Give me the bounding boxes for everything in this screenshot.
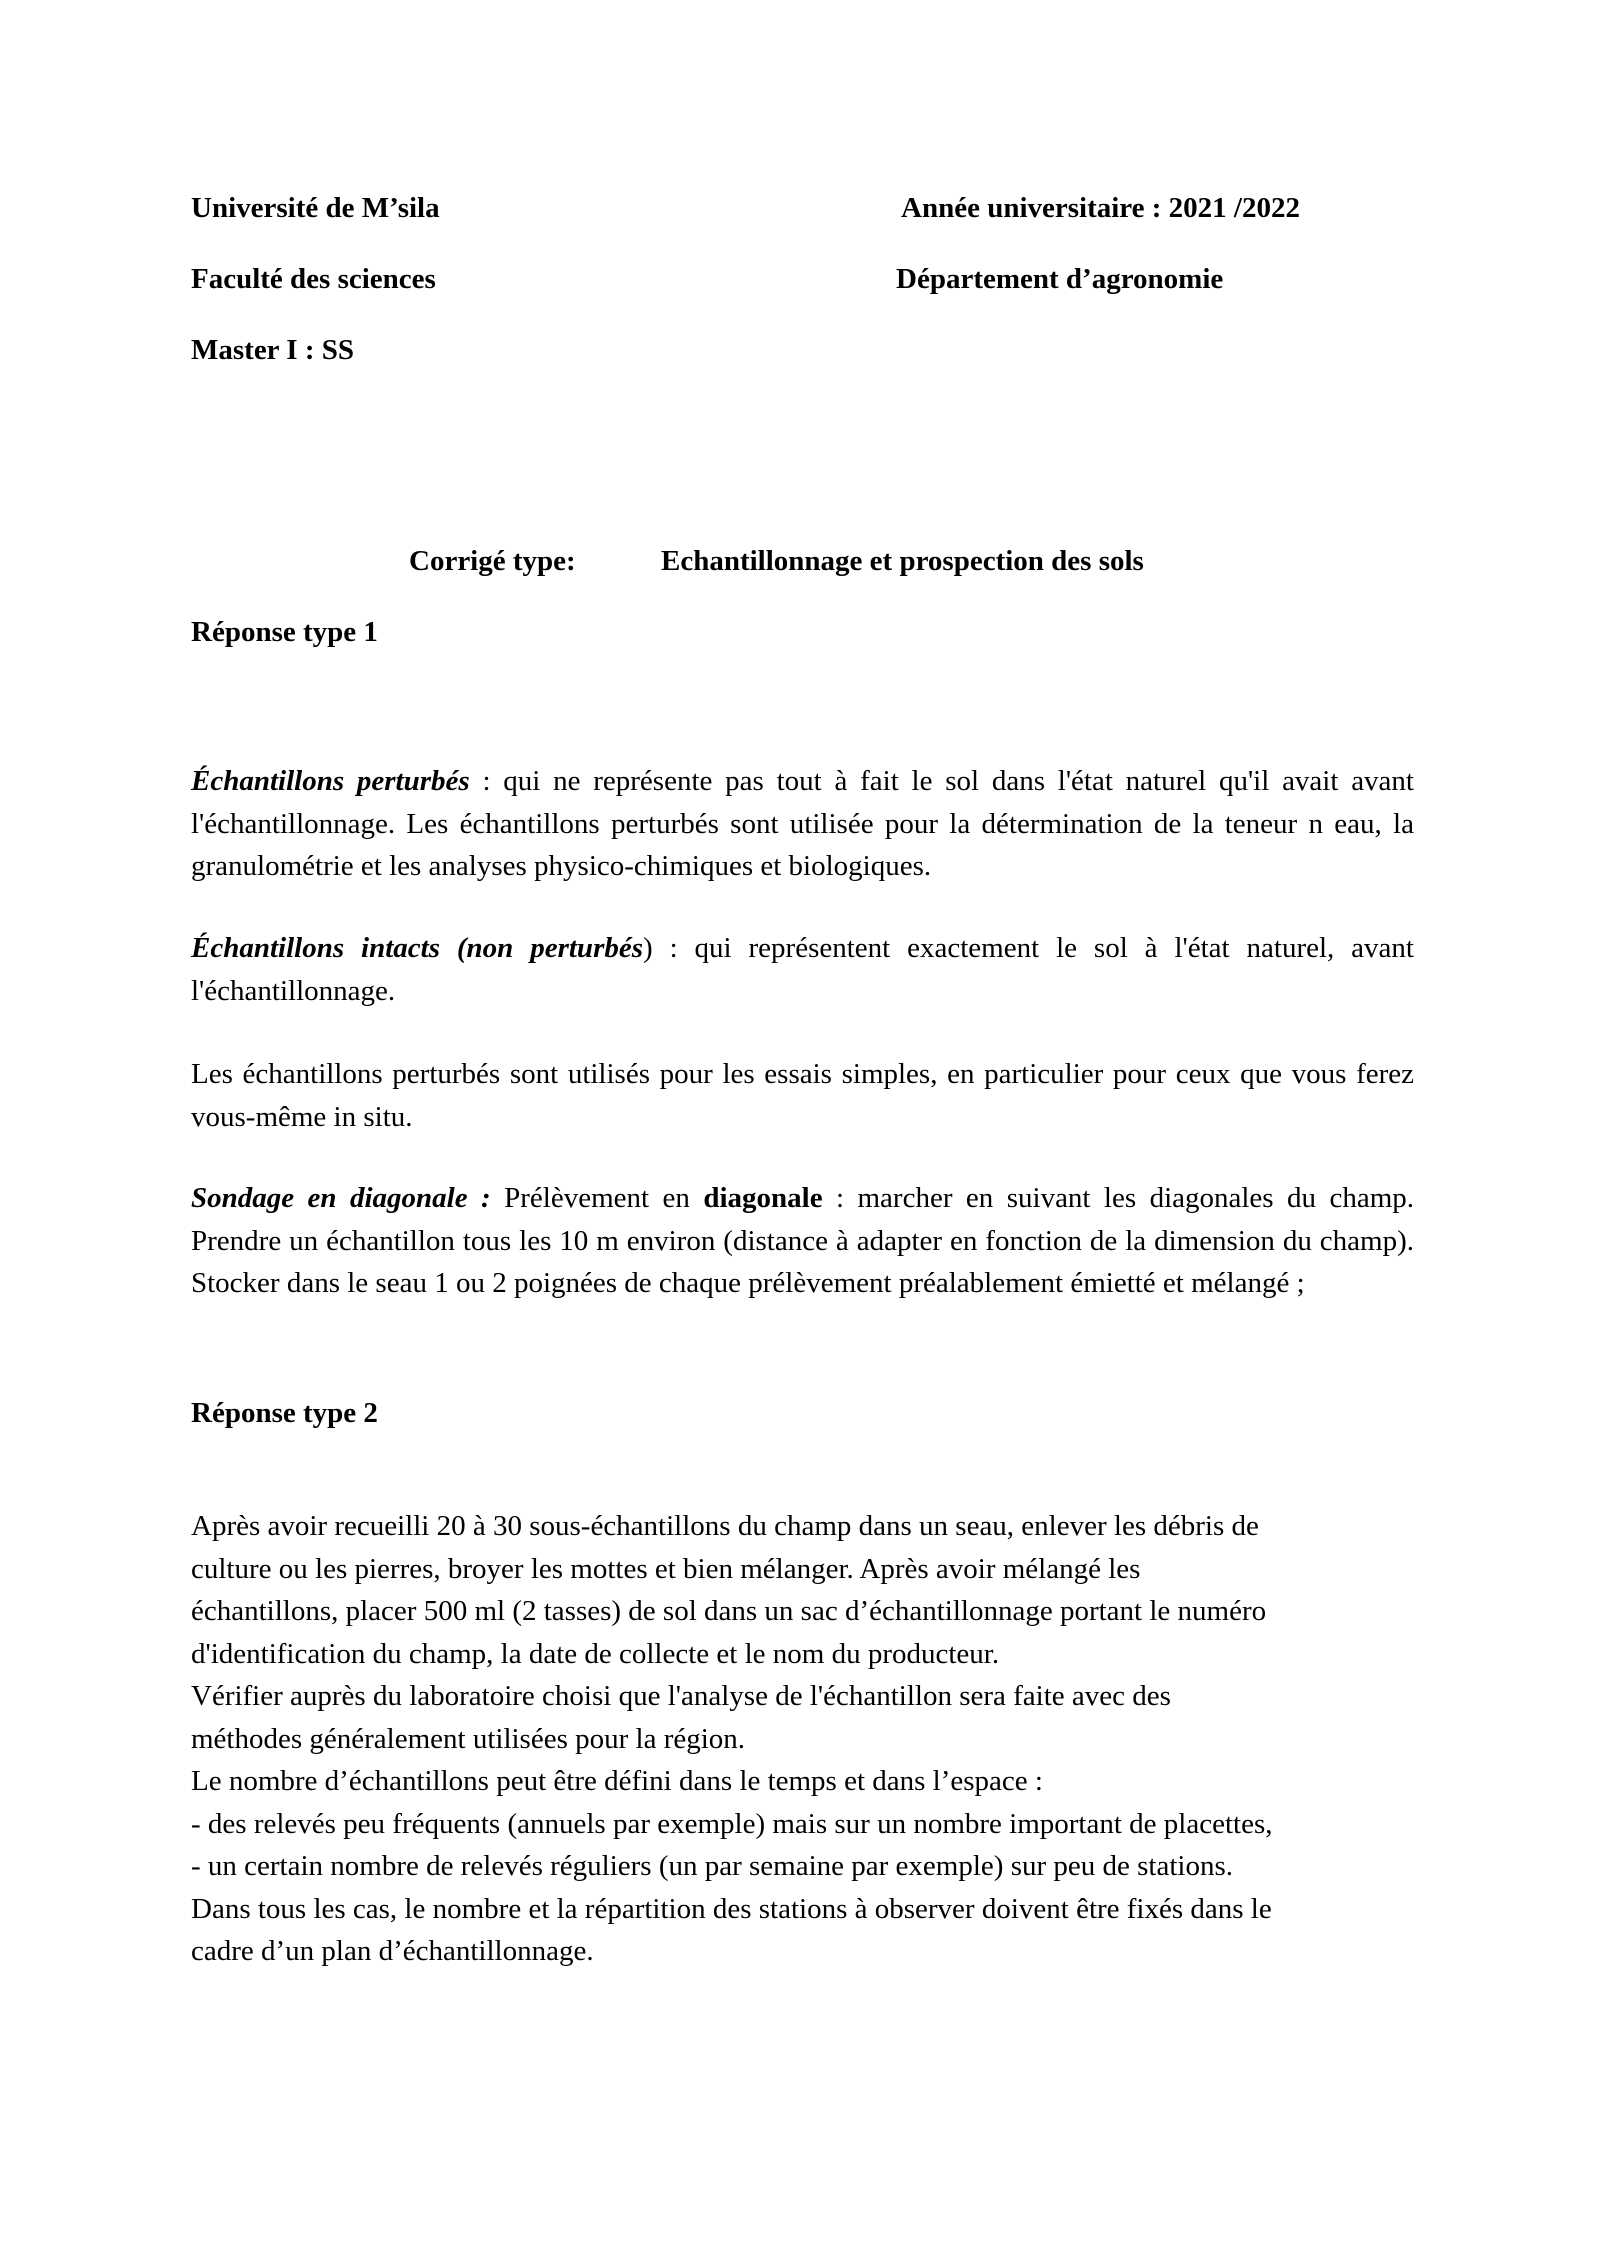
term-intact-samples: Échantillons intacts (non perturbés: [191, 932, 644, 964]
paragraph-simple-tests-text: Les échantillons perturbés sont utilisés pour les essais simples, en particulier pour ceux que vous ferez vous-même in situ.: [191, 1058, 1414, 1133]
academic-year: Année universitaire : 2021 /2022: [901, 192, 1300, 224]
term-disturbed-samples: Échantillons perturbés: [191, 765, 470, 797]
term-diagonal-sampling: Sondage en diagonale :: [191, 1182, 491, 1214]
paragraph-diagonal-pre: Prélèvement en: [490, 1182, 704, 1214]
section2-line: - un certain nombre de relevés réguliers (un par semaine par exemple) sur peu de stations.: [191, 1850, 1233, 1882]
paragraph-simple-tests: [191, 1053, 1414, 1138]
paragraph-intact-samples: [191, 927, 1414, 1012]
section2-line: Vérifier auprès du laboratoire choisi que l'analyse de l'échantillon sera faite avec des: [191, 1680, 1171, 1712]
paragraph-diagonal-sampling: [191, 1177, 1414, 1305]
section2-line: Après avoir recueilli 20 à 30 sous-échantillons du champ dans un seau, enlever les débris de: [191, 1510, 1259, 1542]
section2-line: cadre d’un plan d’échantillonnage.: [191, 1935, 594, 1967]
section2-body: [191, 1505, 1431, 1973]
diagonal-keyword: diagonale: [703, 1182, 823, 1214]
paragraph-disturbed-text: : qui ne représente pas tout à fait le sol dans l'état naturel qu'il avait avant l'échantillonnage. Les échantillons perturbés sont utilisée pour la détermination de la teneur n eau, la granulométrie et les analyses physico-chimiques et biologiques.: [191, 765, 1414, 882]
level-label: Master I : SS: [191, 334, 354, 366]
section2-line: - des relevés peu fréquents (annuels par exemple) mais sur un nombre important de placettes,: [191, 1807, 1273, 1840]
section2-heading: Réponse type 2: [191, 1397, 378, 1429]
section1-heading: Réponse type 1: [191, 616, 378, 648]
title-label: Corrigé type:: [409, 545, 576, 577]
section2-line: Le nombre d’échantillons peut être défini dans le temps et dans l’espace :: [191, 1765, 1043, 1797]
department-name: Département d’agronomie: [896, 263, 1224, 295]
paragraph-intact-text: ) : qui représentent exactement le sol à l'état naturel, avant l'échantillonnage.: [191, 932, 1414, 1007]
title-subject: Echantillonnage et prospection des sols: [661, 545, 1144, 577]
section2-line: culture ou les pierres, broyer les mottes et bien mélanger. Après avoir mélangé les: [191, 1552, 1141, 1585]
section2-line: Dans tous les cas, le nombre et la répartition des stations à observer doivent être fixés dans le: [191, 1892, 1272, 1925]
section2-line: d'identification du champ, la date de collecte et le nom du producteur.: [191, 1637, 1000, 1670]
section2-line: méthodes généralement utilisées pour la région.: [191, 1722, 746, 1755]
university-name: Université de M’sila: [191, 192, 440, 224]
section2-line: échantillons, placer 500 ml (2 tasses) de sol dans un sac d’échantillonnage portant le numéro: [191, 1595, 1267, 1627]
paragraph-diagonal-text: : marcher en suivant les diagonales du champ. Prendre un échantillon tous les 10 m environ (distance à adapter en fonction de la dimension du champ). Stocker dans le seau 1 ou 2 poignées de chaque prélèvement préalablement émietté et mélangé ;: [191, 1182, 1414, 1299]
paragraph-disturbed-samples: [191, 760, 1414, 888]
faculty-name: Faculté des sciences: [191, 263, 436, 295]
